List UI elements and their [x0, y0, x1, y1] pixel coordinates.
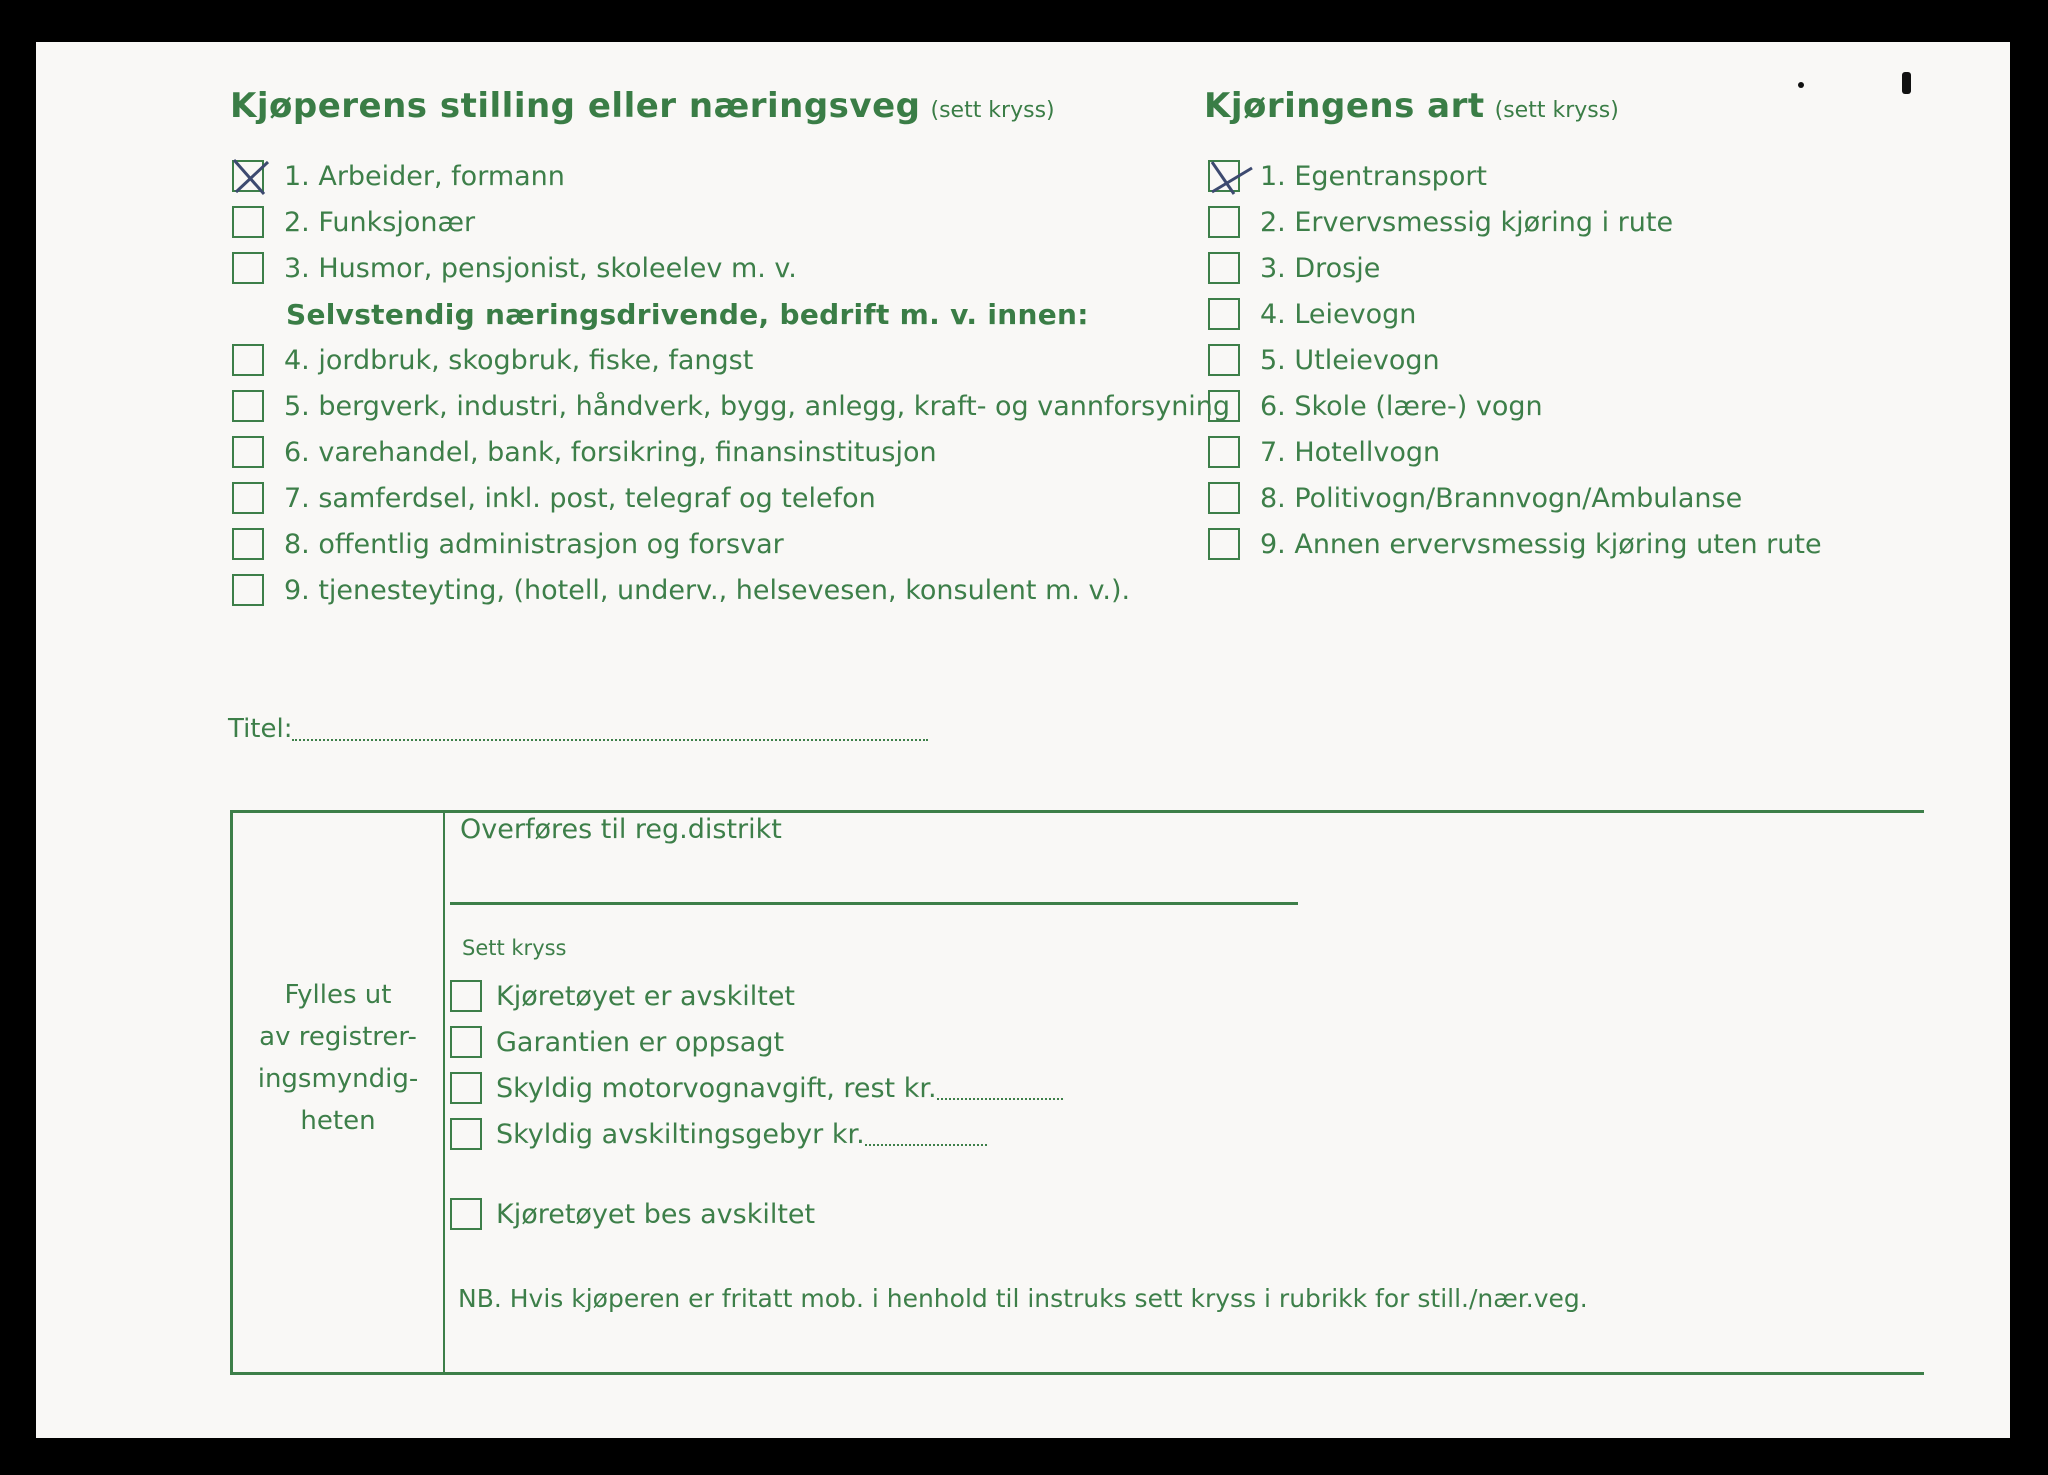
option-label: 3. Drosje	[1260, 252, 1381, 284]
right-option[interactable]	[1208, 528, 1822, 560]
form-card	[36, 42, 2010, 1438]
option-label: 4. jordbruk, skogbruk, fiske, fangst	[284, 344, 754, 376]
checkbox[interactable]	[1208, 252, 1240, 284]
option-label: 8. offentlig administrasjon og forsvar	[284, 528, 784, 560]
checkbox[interactable]	[1208, 390, 1240, 422]
checkbox[interactable]	[450, 1026, 482, 1058]
amount-dotted-line[interactable]	[865, 1122, 987, 1146]
right-option[interactable]	[1208, 206, 1673, 238]
titel-dotted-line[interactable]	[292, 717, 928, 741]
amount-dotted-line[interactable]	[937, 1076, 1063, 1100]
check-label: Kjøretøyet er avskiltet	[496, 980, 796, 1012]
left-option[interactable]	[232, 206, 475, 238]
checkbox[interactable]	[232, 390, 264, 422]
self-employed-subheading: Selvstendig næringsdrivende, bedrift m. v. innen:	[286, 298, 1089, 331]
checkbox[interactable]	[232, 528, 264, 560]
left-option[interactable]	[232, 528, 784, 560]
left-option[interactable]	[232, 252, 797, 284]
left-option[interactable]	[232, 160, 565, 192]
box-left-rule	[230, 810, 233, 1375]
checkbox[interactable]	[232, 252, 264, 284]
checkbox[interactable]	[1208, 436, 1240, 468]
registry-check[interactable]	[450, 1198, 815, 1230]
left-section-title: Kjøperens stilling eller næringsveg (sett kryss)	[230, 86, 1055, 126]
right-option[interactable]	[1208, 252, 1380, 284]
registry-check[interactable]	[450, 1026, 784, 1058]
transfer-label: Overføres til reg.distrikt	[460, 814, 782, 845]
registry-check[interactable]	[450, 1072, 1063, 1104]
ink-speck	[1902, 72, 1911, 94]
titel-field[interactable]	[228, 714, 928, 744]
checkbox[interactable]	[232, 160, 264, 192]
checkbox[interactable]	[1208, 298, 1240, 330]
checkbox[interactable]	[450, 980, 482, 1012]
cross-mark-icon	[228, 156, 272, 200]
checkbox[interactable]	[450, 1118, 482, 1150]
option-label: 6. Skole (lære-) vogn	[1260, 390, 1543, 422]
registry-side-label: Fylles ut av registrer- ingsmyndig- heten	[257, 980, 419, 1136]
transfer-input-line[interactable]	[450, 902, 1298, 905]
option-label: 8. Politivogn/Brannvogn/Ambulanse	[1260, 482, 1743, 514]
right-option[interactable]	[1208, 344, 1440, 376]
option-label: 4. Leievogn	[1260, 298, 1417, 330]
checkbox[interactable]	[450, 1072, 482, 1104]
right-option[interactable]	[1208, 390, 1543, 422]
option-label: 9. tjenesteyting, (hotell, underv., helsevesen, konsulent m. v.).	[284, 574, 1131, 606]
option-label: 7. Hotellvogn	[1260, 436, 1441, 468]
check-label: Skyldig motorvognavgift, rest kr.	[496, 1072, 937, 1104]
check-label: Skyldig avskiltingsgebyr kr.	[496, 1118, 865, 1150]
check-label: Garantien er oppsagt	[496, 1026, 785, 1058]
option-label: 2. Ervervsmessig kjøring i rute	[1260, 206, 1674, 238]
check-label: Kjøretøyet bes avskiltet	[496, 1198, 816, 1230]
checkbox[interactable]	[232, 482, 264, 514]
ink-speck	[1798, 82, 1804, 88]
titel-label: Titel:	[228, 714, 293, 744]
sett-kryss-label: Sett kryss	[462, 936, 567, 960]
checkbox[interactable]	[450, 1198, 482, 1230]
option-label: 6. varehandel, bank, forsikring, finansinstitusjon	[284, 436, 937, 468]
left-option[interactable]	[232, 390, 1230, 422]
box-top-rule	[230, 810, 1924, 813]
option-label: 5. bergverk, industri, håndverk, bygg, anlegg, kraft- og vannforsyning	[284, 390, 1231, 422]
checkbox[interactable]	[1208, 344, 1240, 376]
checkbox[interactable]	[1208, 482, 1240, 514]
option-label: 7. samferdsel, inkl. post, telegraf og telefon	[284, 482, 876, 514]
option-label: 5. Utleievogn	[1260, 344, 1440, 376]
right-option[interactable]	[1208, 436, 1440, 468]
box-bottom-rule	[230, 1372, 1924, 1375]
left-option[interactable]	[232, 574, 1130, 606]
box-divider-rule	[443, 812, 445, 1372]
checkbox[interactable]	[1208, 160, 1240, 192]
left-option[interactable]	[232, 344, 753, 376]
checkbox[interactable]	[1208, 206, 1240, 238]
option-label: 3. Husmor, pensjonist, skoleelev m. v.	[284, 252, 797, 284]
checkbox[interactable]	[232, 436, 264, 468]
cross-mark-icon	[1204, 156, 1254, 200]
registry-check[interactable]	[450, 1118, 987, 1150]
checkbox[interactable]	[232, 206, 264, 238]
checkbox[interactable]	[1208, 528, 1240, 560]
checkbox[interactable]	[232, 574, 264, 606]
checkbox[interactable]	[232, 344, 264, 376]
nb-note: NB. Hvis kjøperen er fritatt mob. i henhold til instruks sett kryss i rubrikk for still./nær.veg.	[458, 1284, 1588, 1313]
option-label: 9. Annen ervervsmessig kjøring uten rute	[1260, 528, 1822, 560]
right-option[interactable]	[1208, 298, 1416, 330]
option-label: 1. Arbeider, formann	[284, 160, 565, 192]
option-label: 1. Egentransport	[1260, 160, 1488, 192]
right-section-title: Kjøringens art (sett kryss)	[1204, 86, 1619, 126]
right-option[interactable]	[1208, 482, 1742, 514]
registry-check[interactable]	[450, 980, 795, 1012]
left-option[interactable]	[232, 482, 876, 514]
right-option[interactable]	[1208, 160, 1487, 192]
option-label: 2. Funksjonær	[284, 206, 476, 238]
left-option[interactable]	[232, 436, 937, 468]
